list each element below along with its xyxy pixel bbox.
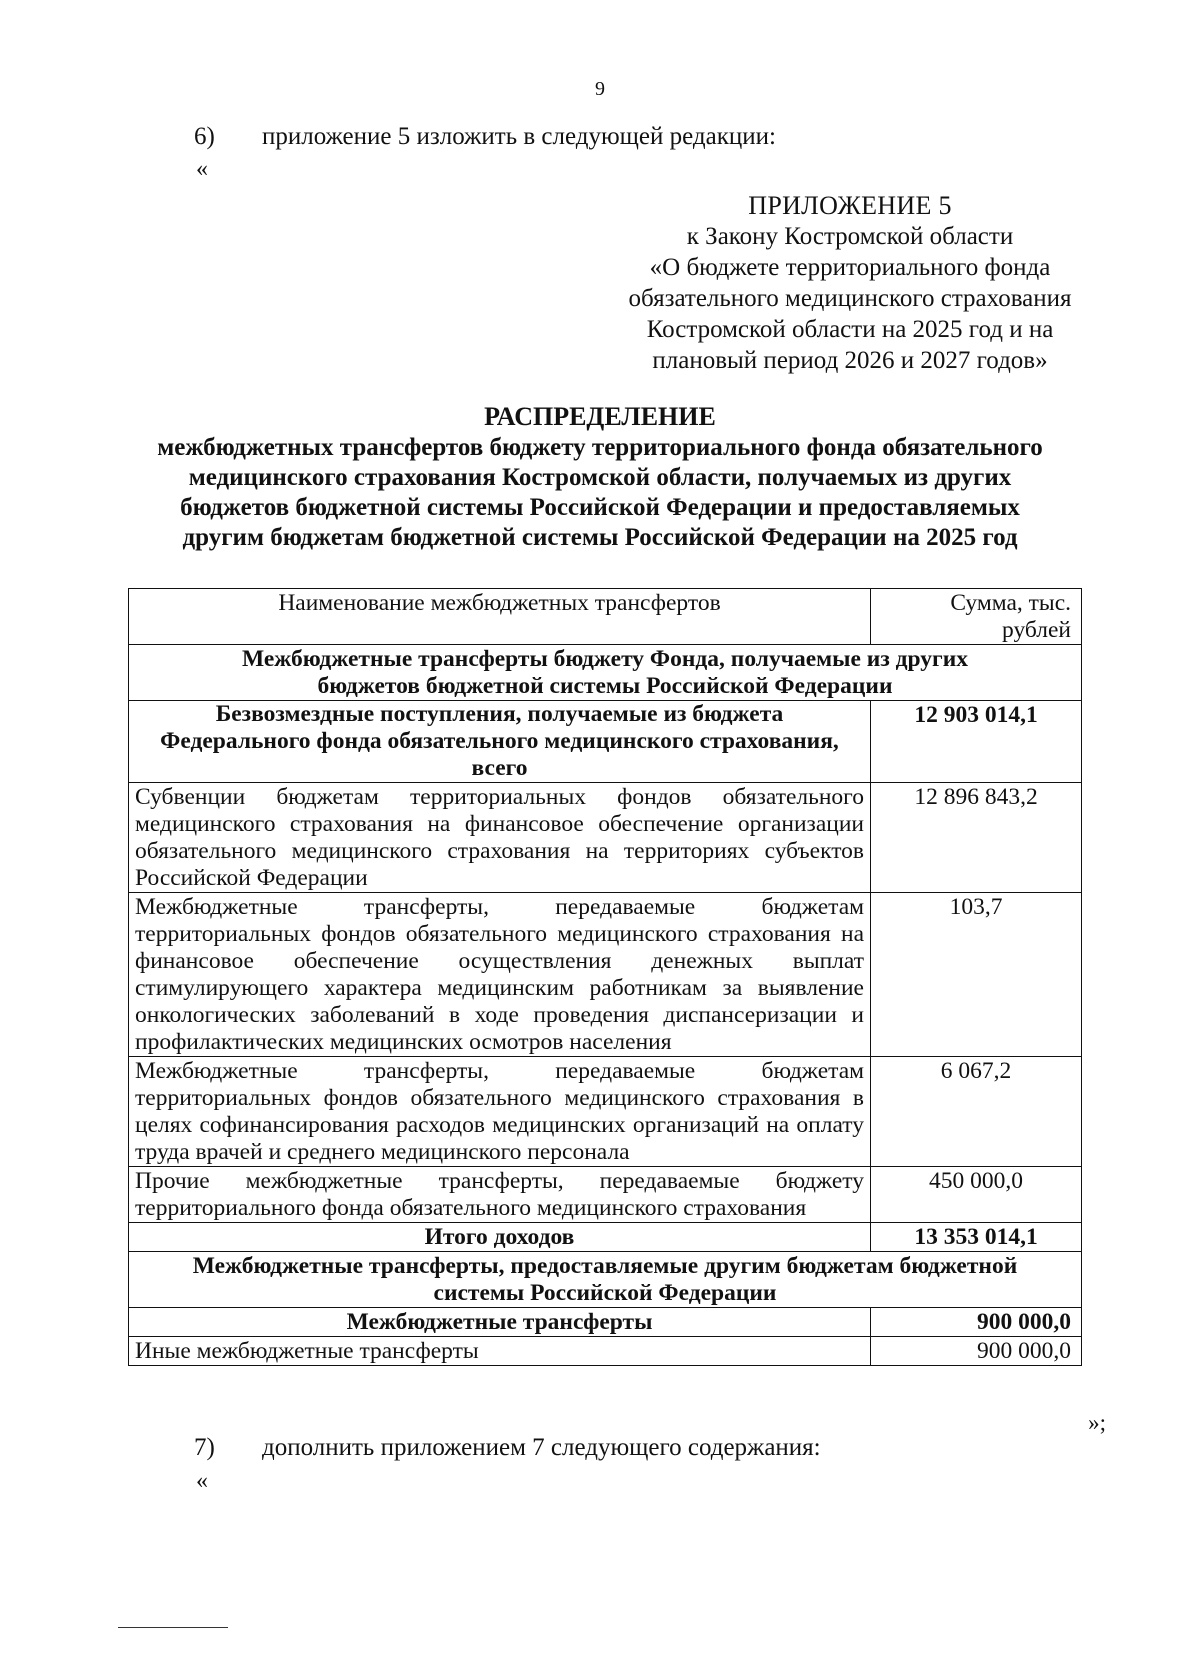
row-name: Иные межбюджетные трансферты — [129, 1337, 871, 1366]
table-row — [129, 1167, 1082, 1223]
appendix-line: Костромской области на 2025 год и на — [646, 316, 1054, 343]
row-name: Межбюджетные трансферты, передаваемые бюджетам территориальных фондов обязательного медицинского страхования в целях софинансирования расходов медицинских организаций на оплату труда врачей и среднего медицинского персонала — [129, 1057, 871, 1167]
row-value: 900 000,0 — [871, 1337, 1082, 1366]
item-7-number: 7) — [194, 1434, 215, 1461]
total-row — [129, 1223, 1082, 1252]
table-header-row — [129, 589, 1082, 645]
item-6-open-quote: « — [196, 156, 208, 182]
item-6-text: приложение 5 изложить в следующей редакции: — [262, 123, 776, 150]
column-header-sum: Сумма, тыс. рублей — [871, 589, 1082, 645]
appendix-line: обязательного медицинского страхования — [628, 285, 1072, 312]
heading-line: бюджетов бюджетной системы Российской Федерации и предоставляемых — [180, 494, 1020, 521]
appendix-header — [600, 190, 1100, 376]
row-name: Межбюджетные трансферты, передаваемые бюджетам территориальных фондов обязательного медицинского страхования на финансовое обеспечение осуществления денежных выплат стимулирующего характера медицинским работникам за выявление онкологических заболеваний в ходе проведения диспансеризации и профилактических медицинских осмотров населения — [129, 893, 871, 1057]
row-value: 450 000,0 — [871, 1167, 1082, 1223]
row-value: 12 896 843,2 — [871, 783, 1082, 893]
table-row — [129, 783, 1082, 893]
transfers-table — [128, 588, 1082, 1366]
appendix-line: «О бюджете территориального фонда — [649, 254, 1051, 281]
section-row — [129, 645, 1082, 701]
row-name: Безвозмездные поступления, получаемые из бюджета Федерального фонда обязательного медицинского страхования, всего — [129, 701, 871, 783]
item-7-open-quote: « — [196, 1468, 208, 1494]
table-row — [129, 1337, 1082, 1366]
row-value: 12 903 014,1 — [871, 701, 1082, 783]
total-value: 13 353 014,1 — [871, 1223, 1082, 1252]
appendix-title: ПРИЛОЖЕНИЕ 5 — [748, 191, 952, 220]
item-7-text: дополнить приложением 7 следующего содержания: — [262, 1434, 821, 1461]
appendix-line: к Закону Костромской области — [686, 223, 1014, 250]
heading-line: медицинского страхования Костромской области, получаемых из других — [188, 464, 1012, 491]
heading-title: РАСПРЕДЕЛЕНИЕ — [484, 402, 716, 431]
row-name: Межбюджетные трансферты — [129, 1308, 871, 1337]
section-row — [129, 1252, 1082, 1308]
page-number: 9 — [595, 78, 605, 100]
table-row — [129, 1308, 1082, 1337]
row-value: 103,7 — [871, 893, 1082, 1057]
document-heading — [100, 402, 1100, 553]
row-value: 6 067,2 — [871, 1057, 1082, 1167]
row-name: Субвенции бюджетам территориальных фондов обязательного медицинского страхования на финансовое обеспечение организации обязательного медицинского страхования на территориях субъектов Российской Федерации — [129, 783, 871, 893]
table-row — [129, 701, 1082, 783]
heading-line: межбюджетных трансфертов бюджету территориального фонда обязательного — [157, 434, 1043, 461]
total-label: Итого доходов — [129, 1223, 871, 1252]
footer-rule — [118, 1627, 228, 1628]
table-row — [129, 1057, 1082, 1167]
column-header-name: Наименование межбюджетных трансфертов — [129, 589, 871, 645]
row-name: Прочие межбюджетные трансферты, передаваемые бюджету территориального фонда обязательного медицинского страхования — [129, 1167, 871, 1223]
row-value: 900 000,0 — [871, 1308, 1082, 1337]
closing-quote: »; — [1088, 1410, 1106, 1435]
section-2-title: Межбюджетные трансферты, предоставляемые другим бюджетам бюджетной системы Российской Федерации — [129, 1252, 1082, 1308]
section-1-title: Межбюджетные трансферты бюджету Фонда, получаемые из других бюджетов бюджетной системы Российской Федерации — [129, 645, 1082, 701]
appendix-line: плановый период 2026 и 2027 годов» — [652, 347, 1048, 374]
table-row — [129, 893, 1082, 1057]
item-6-number: 6) — [194, 123, 215, 150]
heading-line: другим бюджетам бюджетной системы Российской Федерации на 2025 год — [182, 524, 1018, 551]
